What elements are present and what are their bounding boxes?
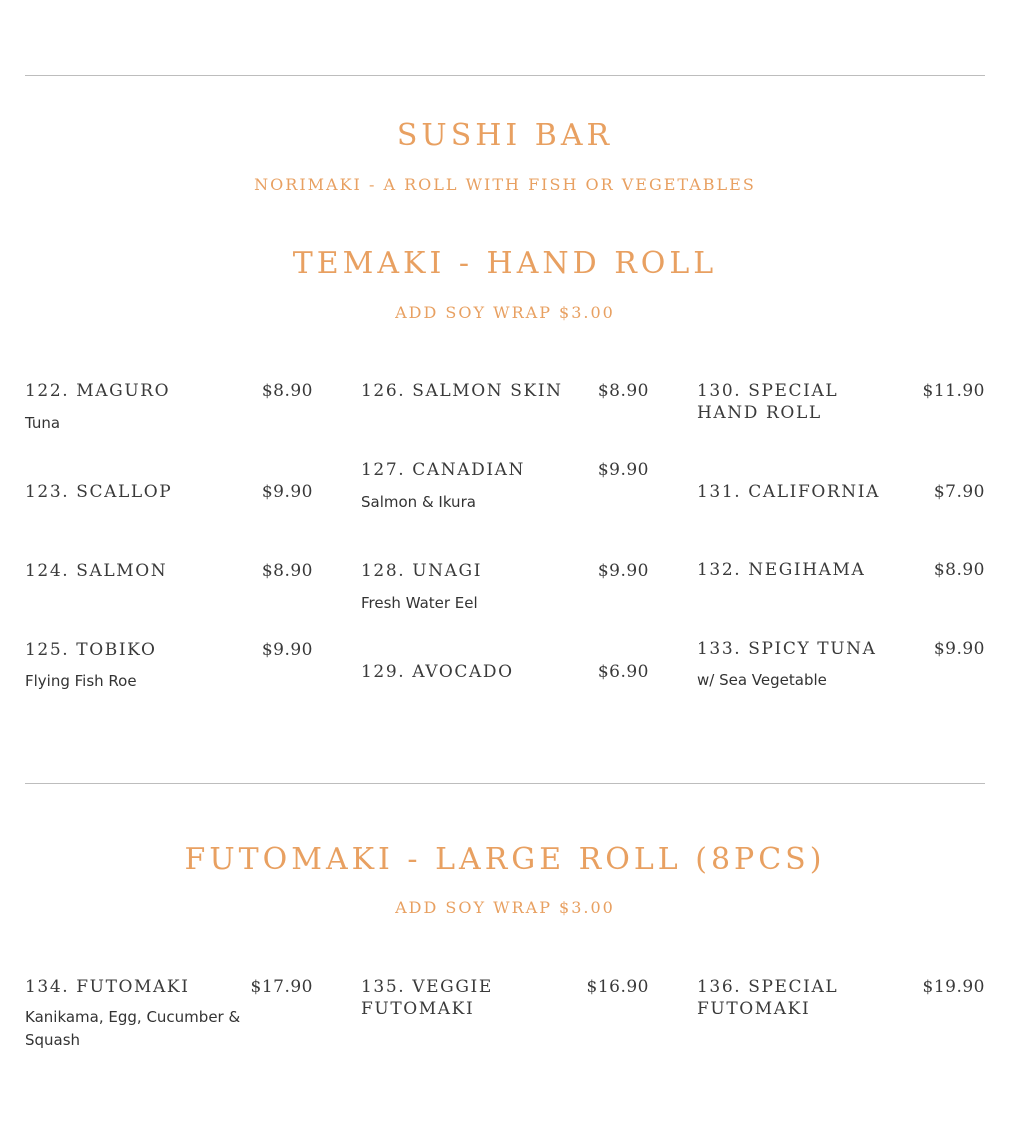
item-name: 122. MAGURO	[25, 381, 171, 401]
item-price: $9.90	[261, 482, 313, 502]
item-name: 124. SALMON	[25, 561, 168, 581]
item-name: 134. FUTOMAKI	[25, 977, 190, 997]
item-price: $9.90	[261, 640, 313, 660]
item-name: 125. TOBIKO	[25, 640, 157, 660]
item-price: $11.90	[922, 381, 985, 401]
item-price: $16.90	[586, 977, 649, 997]
item-price: $17.90	[250, 977, 313, 997]
item-name: 136. SPECIAL FUTOMAKI	[697, 977, 839, 1019]
item-description: w/ Sea Vegetable	[697, 671, 827, 689]
item-description: Salmon & Ikura	[361, 493, 476, 511]
item-name: 129. AVOCADO	[361, 662, 514, 682]
item-description: Fresh Water Eel	[361, 594, 478, 612]
item-name: 126. SALMON SKIN	[361, 381, 563, 401]
item-name: 128. UNAGI	[361, 561, 483, 581]
item-description: Flying Fish Roe	[25, 672, 137, 690]
item-name: 135. VEGGIE FUTOMAKI	[361, 977, 493, 1019]
item-price: $9.90	[597, 561, 649, 581]
item-price: $19.90	[922, 977, 985, 997]
sushi-bar-title: SUSHI BAR	[396, 118, 614, 153]
item-price: $7.90	[933, 482, 985, 502]
item-name: 131. CALIFORNIA	[697, 482, 880, 502]
temaki-title: TEMAKI - HAND ROLL	[292, 246, 718, 281]
item-name: 133. SPICY TUNA	[697, 639, 877, 659]
top-divider	[25, 75, 985, 76]
item-price: $8.90	[933, 560, 985, 580]
item-name: 130. SPECIAL HAND ROLL	[697, 381, 839, 423]
temaki-note: ADD SOY WRAP $3.00	[395, 303, 615, 322]
item-price: $8.90	[261, 381, 313, 401]
item-price: $6.90	[597, 662, 649, 682]
futomaki-note: ADD SOY WRAP $3.00	[395, 898, 615, 917]
item-description: Kanikama, Egg, Cucumber & Squash	[25, 1008, 241, 1049]
item-name: 123. SCALLOP	[25, 482, 173, 502]
section-divider	[25, 783, 985, 784]
item-name: 132. NEGIHAMA	[697, 560, 866, 580]
futomaki-title: FUTOMAKI - LARGE ROLL (8PCS)	[184, 842, 826, 877]
item-price: $8.90	[597, 381, 649, 401]
item-description: Tuna	[25, 414, 61, 432]
sushi-bar-subtitle: NORIMAKI - A ROLL WITH FISH OR VEGETABLES	[254, 175, 756, 194]
item-price: $9.90	[597, 460, 649, 480]
item-name: 127. CANADIAN	[361, 460, 525, 480]
item-price: $8.90	[261, 561, 313, 581]
item-price: $9.90	[933, 639, 985, 659]
